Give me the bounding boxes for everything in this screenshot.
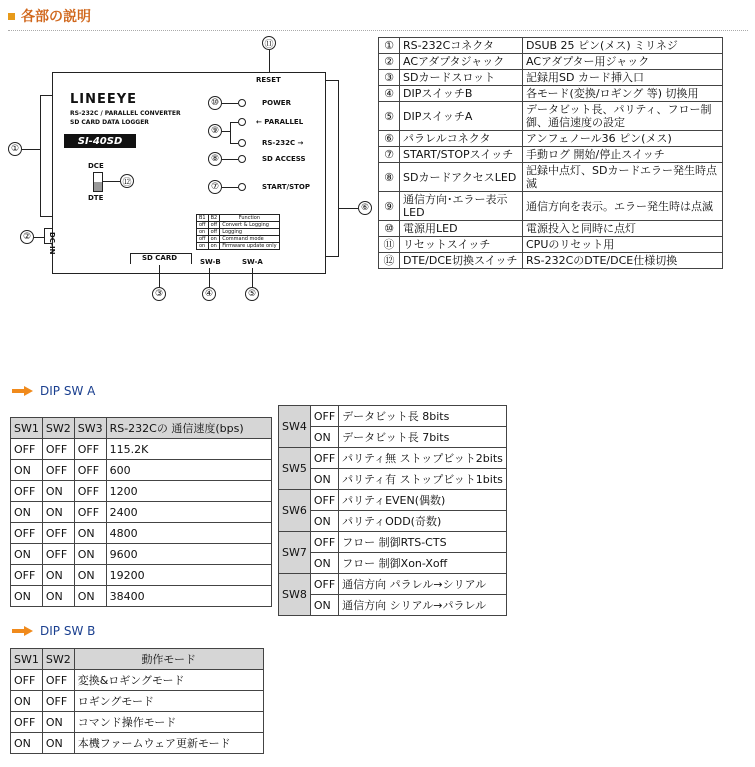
switch-state-cell: ON [11,502,43,523]
model-badge: SI-40SD [64,134,136,148]
switch-function-cell: フロー 制御Xon-Xoff [339,553,507,574]
function-table-row [197,243,280,250]
mode-description-cell: コマンド操作モード [74,712,263,733]
parts-row [379,54,723,70]
speed-value-cell: 2400 [106,502,271,523]
leader-line [222,187,238,188]
part-name: ACアダプタジャック [400,54,523,70]
callout-2: ② [20,230,34,244]
function-table-row [197,222,280,229]
switch-state-cell: OFF [11,565,43,586]
switch-state-cell: ON [42,733,74,754]
parts-row [379,86,723,102]
callout-12: ⑫ [120,174,134,188]
leader-line [230,143,238,144]
speed-value-cell: 600 [106,460,271,481]
switch-row [279,469,507,490]
callout-3: ③ [152,287,166,301]
function-header-cell: Function [220,215,279,222]
part-description: CPUのリセット用 [523,237,723,253]
function-cell: Logging [220,229,279,236]
function-table-row [197,236,280,243]
dce-label: DCE [88,162,104,170]
sw-a-label: SW-A [242,258,263,266]
switch-name-cell: SW4 [279,406,311,448]
parallel-connector [324,80,339,257]
part-description: 記録中点灯、SDカードエラー発生時点滅 [523,163,723,192]
function-table [196,214,280,250]
part-number: ⑨ [379,192,400,221]
leader-line [209,268,210,287]
switch-state-cell: OFF [74,481,106,502]
function-cell: on [197,243,209,250]
part-description: 電源投入と同時に点灯 [523,221,723,237]
dte-dce-switch[interactable] [93,172,103,192]
part-name: 電源用LED [400,221,523,237]
switch-row [279,406,507,427]
speed-value-cell: 19200 [106,565,271,586]
speed-table-header [11,418,272,439]
leader-line [102,181,120,182]
device-subtitle-1: RS-232C / PARALLEL CONVERTER [70,110,181,117]
part-number: ⑪ [379,237,400,253]
part-number: ⑧ [379,163,400,192]
switch-state-cell: OFF [11,523,43,544]
arrow-right-icon [12,386,34,396]
switch-function-cell: パリティ有 ストップビット1bits [339,469,507,490]
switch-state-cell: OFF [310,532,338,553]
parallel-led-label: ← PARALLEL [256,118,304,126]
switch-state-cell: ON [11,460,43,481]
switch-state-cell: ON [42,502,74,523]
switch-function-cell: パリティEVEN(偶数) [339,490,507,511]
mode-description-cell: ロギングモード [74,691,263,712]
part-description: アンフェノール36 ピン(メス) [523,131,723,147]
switch-state-cell: ON [11,544,43,565]
part-name: SDカードアクセスLED [400,163,523,192]
switch-name-cell: SW5 [279,448,311,490]
switch-state-cell: OFF [74,460,106,481]
switch-state-cell: OFF [42,460,74,481]
part-name: DIPスイッチA [400,102,523,131]
switch-row [279,553,507,574]
switch-function-cell: パリティ無 ストップビット2bits [339,448,507,469]
leader-line [222,159,238,160]
callout-4: ④ [202,287,216,301]
power-led-label: POWER [262,99,291,107]
switch-function-cell: 通信方向 パラレル→シリアル [339,574,507,595]
parts-row [379,70,723,86]
switch-state-cell: ON [11,586,43,607]
parts-row [379,131,723,147]
parts-row [379,38,723,54]
function-cell: Command mode [220,236,279,243]
leader-line [159,265,160,287]
switch-state-cell: ON [74,586,106,607]
switch-state-cell: OFF [42,523,74,544]
power-led [238,99,246,107]
part-description: 記録用SD カード挿入口 [523,70,723,86]
mode-header-cell: 動作モード [74,649,263,670]
switch-function-cell: フロー 制御RTS-CTS [339,532,507,553]
switch-row [279,595,507,616]
parallel-led [238,118,246,126]
speed-row [11,460,272,481]
function-cell: off [208,229,220,236]
speed-row [11,523,272,544]
mode-row [11,733,264,754]
sd-access-led [238,155,246,163]
part-number: ① [379,38,400,54]
speed-row [11,565,272,586]
part-description: 手動ログ 開始/停止スイッチ [523,147,723,163]
switch-state-cell: ON [310,595,338,616]
switch-row [279,574,507,595]
switch-state-cell: OFF [310,490,338,511]
switch-state-cell: ON [310,469,338,490]
callout-7: ⑦ [208,180,222,194]
mode-description-cell: 本機ファームウェア更新モード [74,733,263,754]
speed-table [10,417,272,607]
speed-row [11,502,272,523]
part-name: DTE/DCE切換スイッチ [400,253,523,269]
part-number: ④ [379,86,400,102]
switch-name-cell: SW6 [279,490,311,532]
speed-header-cell: SW2 [42,418,74,439]
function-header-cell: B1 [197,215,209,222]
rs232c-led [238,139,246,147]
switch-state-cell: ON [74,523,106,544]
part-number: ③ [379,70,400,86]
parts-row [379,253,723,269]
function-cell: off [208,222,220,229]
switch-state-cell: OFF [74,439,106,460]
speed-row [11,544,272,565]
leader-line [222,131,230,132]
function-cell: Firmware update only [220,243,279,250]
speed-value-cell: 115.2K [106,439,271,460]
dc-in-label: DC-IN [48,232,56,255]
dip-a-heading [12,384,95,398]
parts-row [379,163,723,192]
part-name: リセットスイッチ [400,237,523,253]
switch-state-cell: ON [310,553,338,574]
parts-row [379,237,723,253]
dip-b-heading [12,624,95,638]
sd-access-label: SD ACCESS [262,155,306,163]
leader-line [22,149,40,150]
callout-1: ① [8,142,22,156]
part-description: RS-232CのDTE/DCE仕様切換 [523,253,723,269]
part-number: ⑤ [379,102,400,131]
speed-value-cell: 4800 [106,523,271,544]
function-table-row [197,229,280,236]
switch-row [279,511,507,532]
switch-state-cell: OFF [42,544,74,565]
mode-row [11,712,264,733]
mode-table-header [11,649,264,670]
callout-8: ⑧ [208,152,222,166]
switch-state-cell: ON [42,712,74,733]
switch-state-cell: OFF [42,439,74,460]
function-cell: on [208,243,220,250]
parts-row [379,102,723,131]
part-number: ⑥ [379,131,400,147]
function-cell: Convert & Logging [220,222,279,229]
parts-row [379,192,723,221]
leader-line [338,208,358,209]
switch-state-cell: ON [42,586,74,607]
speed-row [11,439,272,460]
leader-line [222,103,238,104]
dip-a-title: DIP SW A [40,384,96,398]
switch-row [279,532,507,553]
callout-11: ⑪ [262,36,276,50]
part-number: ⑦ [379,147,400,163]
function-table-header [197,215,280,222]
part-name: RS-232Cコネクタ [400,38,523,54]
speed-value-cell: 9600 [106,544,271,565]
switch-state-cell: OFF [11,712,43,733]
switch-table [278,405,507,616]
part-description: データビット長、パリティ、フロー制御、通信速度の設定 [523,102,723,131]
switch-state-cell: ON [74,544,106,565]
switch-state-cell: OFF [42,691,74,712]
mode-row [11,691,264,712]
switch-state-cell: OFF [74,502,106,523]
switch-state-cell: OFF [11,481,43,502]
switch-function-cell: データビット長 8bits [339,406,507,427]
part-name: 通信方向･エラー表示LED [400,192,523,221]
callout-10: ⑩ [208,96,222,110]
leader-line [230,122,231,144]
speed-value-cell: 38400 [106,586,271,607]
reset-label: RESET [256,76,281,84]
switch-state-cell: OFF [42,670,74,691]
switch-state-cell: OFF [11,439,43,460]
brand-logo: LINEEYE [70,92,138,107]
part-description: 各モード(変換/ロギング 等) 切換用 [523,86,723,102]
mode-header-cell: SW2 [42,649,74,670]
function-cell: off [197,222,209,229]
reset-leader [269,50,270,72]
speed-row [11,481,272,502]
switch-state-cell: ON [42,565,74,586]
switch-state-cell: ON [310,427,338,448]
start-stop-switch[interactable] [238,183,246,191]
mode-header-cell: SW1 [11,649,43,670]
switch-state-cell: ON [11,733,43,754]
parts-table [378,37,723,269]
parts-row [379,147,723,163]
switch-row [279,490,507,511]
speed-header-cell: RS-232Cの 通信速度(bps) [106,418,271,439]
switch-row [279,427,507,448]
switch-function-cell: データビット長 7bits [339,427,507,448]
dip-b-title: DIP SW B [40,624,96,638]
switch-state-cell: OFF [310,448,338,469]
rs232c-led-label: RS-232C → [262,139,304,147]
dte-label: DTE [88,194,104,202]
switch-state-cell: OFF [310,406,338,427]
speed-value-cell: 1200 [106,481,271,502]
mode-row [11,670,264,691]
callout-9: ⑨ [208,124,222,138]
mode-description-cell: 変換&ロギングモード [74,670,263,691]
callout-5: ⑤ [245,287,259,301]
switch-state-cell: OFF [11,670,43,691]
part-description: DSUB 25 ピン(メス) ミリネジ [523,38,723,54]
part-description: 通信方向を表示。エラー発生時は点滅 [523,192,723,221]
part-number: ⑩ [379,221,400,237]
function-cell: on [208,236,220,243]
speed-header-cell: SW3 [74,418,106,439]
sw-b-label: SW-B [200,258,221,266]
leader-line [252,268,253,287]
switch-function-cell: 通信方向 シリアル→パラレル [339,595,507,616]
mode-table [10,648,264,754]
part-name: DIPスイッチB [400,86,523,102]
sd-card-label: SD CARD [142,254,178,262]
page-title: 各部の説明 [21,9,91,25]
switch-name-cell: SW8 [279,574,311,616]
device-subtitle-2: SD CARD DATA LOGGER [70,119,149,126]
parts-row [379,221,723,237]
callout-6: ⑥ [358,201,372,215]
speed-row [11,586,272,607]
switch-state-cell: ON [74,565,106,586]
part-number: ⑫ [379,253,400,269]
function-header-cell: B2 [208,215,220,222]
switch-row [279,448,507,469]
speed-header-cell: SW1 [11,418,43,439]
function-cell: off [197,236,209,243]
arrow-right-icon [12,626,34,636]
part-number: ② [379,54,400,70]
part-description: ACアダプター用ジャック [523,54,723,70]
switch-state-cell: ON [42,481,74,502]
part-name: SDカードスロット [400,70,523,86]
function-cell: on [197,229,209,236]
switch-function-cell: パリティODD(奇数) [339,511,507,532]
start-stop-label: START/STOP [262,183,310,191]
switch-state-cell: ON [11,691,43,712]
switch-state-cell: OFF [310,574,338,595]
part-name: パラレルコネクタ [400,131,523,147]
switch-name-cell: SW7 [279,532,311,574]
leader-line [230,122,238,123]
leader-line [34,237,44,238]
switch-state-cell: ON [310,511,338,532]
part-name: START/STOPスイッチ [400,147,523,163]
device-diagram [0,0,370,320]
